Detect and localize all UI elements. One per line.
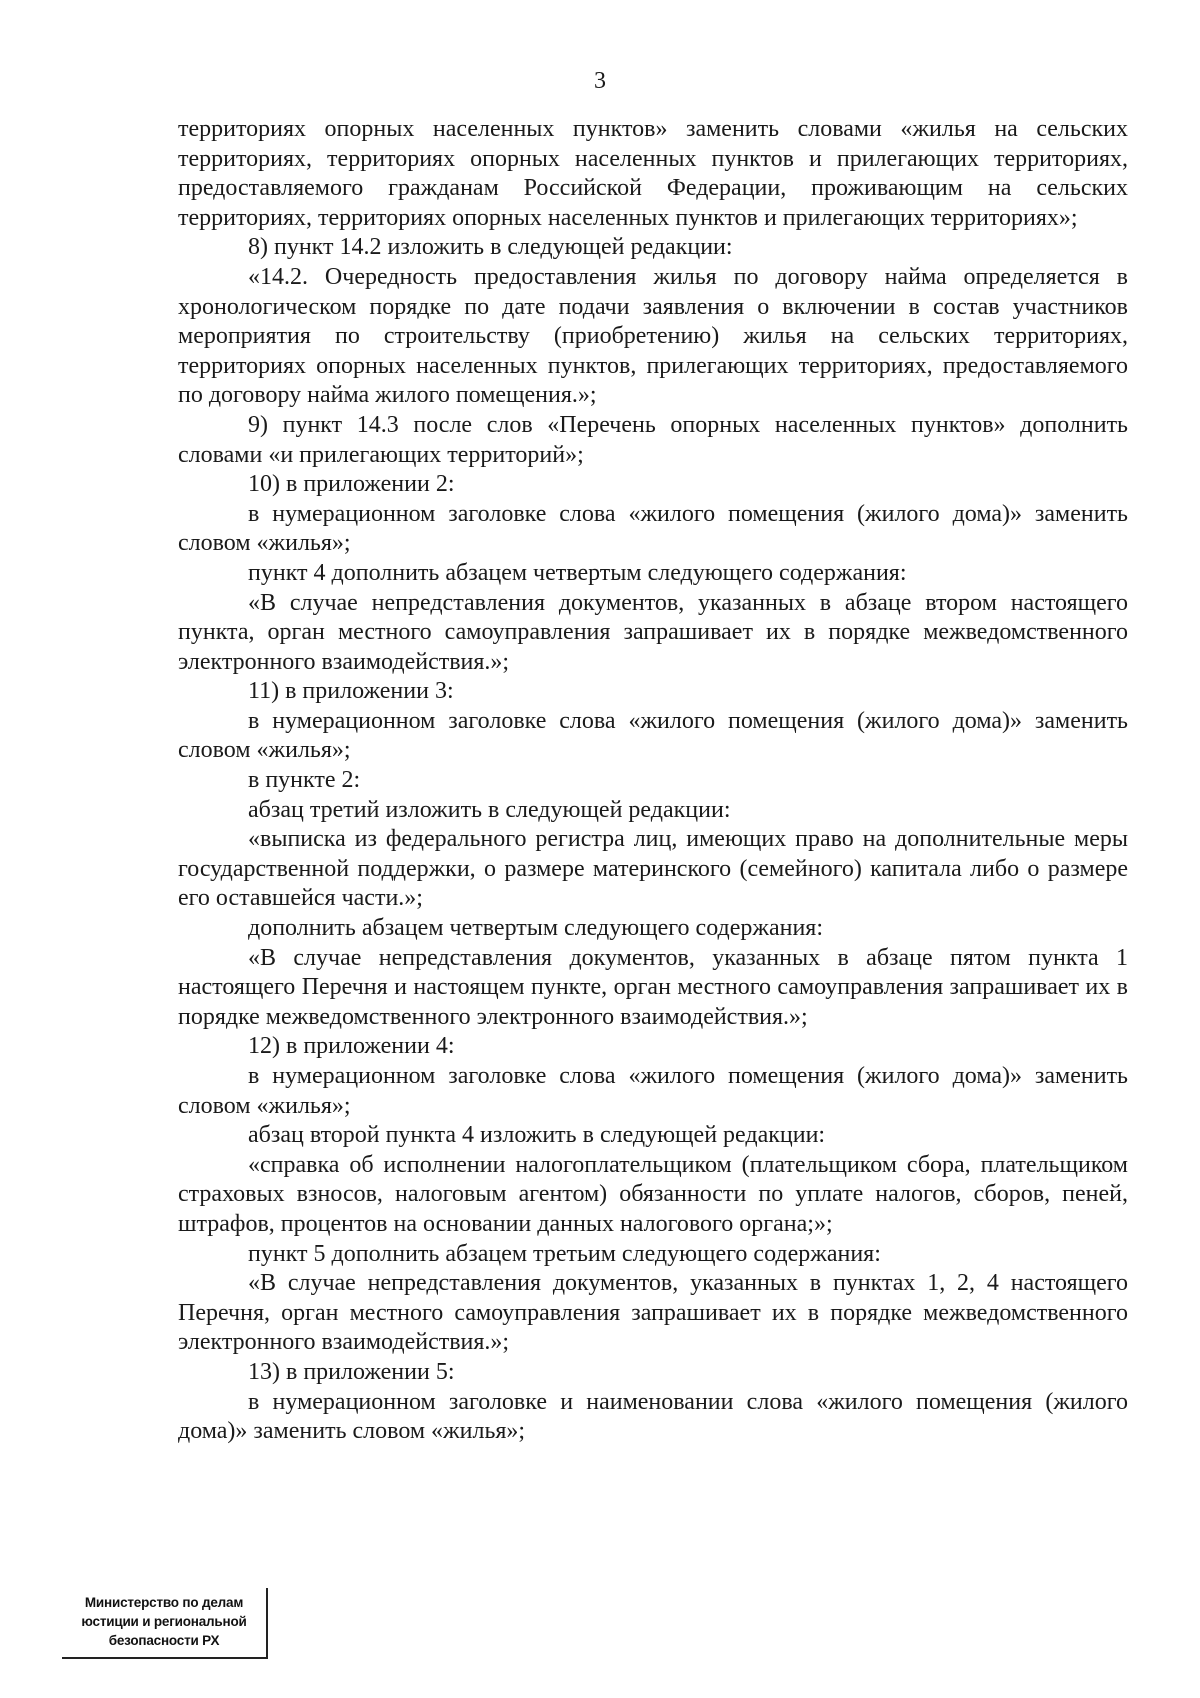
paragraph: в пункте 2: bbox=[248, 767, 361, 794]
ministry-stamp bbox=[62, 1588, 268, 1659]
list-item: 8) пункт 14.2 изложить в следующей редакции: bbox=[248, 234, 733, 261]
list-item: 10) в приложении 2: bbox=[248, 471, 455, 498]
paragraph: «справка об исполнении налогоплательщиком (плательщиком сбора, плательщиком страховых взносов, налоговым агентом) обязанности по уплате налогов, сборов, пеней, штрафов, процентов на основании данных налогового органа;»; bbox=[178, 1151, 1128, 1237]
paragraph: пункт 4 дополнить абзацем четвертым следующего содержания: bbox=[248, 559, 907, 586]
paragraph: абзац второй пункта 4 изложить в следующей редакции: bbox=[248, 1122, 826, 1149]
stamp-line: Министерство по делам bbox=[84, 1595, 244, 1610]
paragraph: в нумерационном заголовке и наименовании слова «жилого помещения (жилого дома)» заменить словом «жилья»; bbox=[178, 1388, 1128, 1445]
list-item: 9) пункт 14.3 после слов «Перечень опорных населенных пунктов» дополнить словами «и прилегающих территорий»; bbox=[178, 411, 1128, 468]
list-item: 12) в приложении 4: bbox=[248, 1033, 455, 1060]
list-item: 11) в приложении 3: bbox=[248, 678, 454, 705]
paragraph: «В случае непредставления документов, указанных в пунктах 1, 2, 4 настоящего Перечня, орган местного самоуправления запрашивает их в порядке межведомственного электронного взаимодействия.»; bbox=[178, 1270, 1128, 1356]
paragraph: в нумерационном заголовке слова «жилого помещения (жилого дома)» заменить словом «жилья»; bbox=[178, 707, 1128, 764]
stamp-line: безопасности РХ bbox=[108, 1633, 220, 1648]
paragraph: дополнить абзацем четвертым следующего содержания: bbox=[248, 915, 823, 942]
paragraph: «В случае непредставления документов, указанных в абзаце пятом пункта 1 настоящего Перечня и настоящем пункте, орган местного самоуправления запрашивает их в порядке межведомственного электронного взаимодействия.»; bbox=[178, 944, 1128, 1030]
page-number: 3 bbox=[594, 68, 606, 94]
paragraph: территориях опорных населенных пунктов» заменить словами «жилья на сельских территориях, территориях опорных населенных пунктов и прилегающих территориях, предоставляемого гражданам Российской Федерации, проживающим на сельских территориях, территориях опорных населенных пунктов и прилегающих территориях»; bbox=[178, 116, 1128, 231]
list-item: 13) в приложении 5: bbox=[248, 1358, 455, 1385]
paragraph: в нумерационном заголовке слова «жилого помещения (жилого дома)» заменить словом «жилья»; bbox=[178, 500, 1128, 557]
paragraph: «выписка из федерального регистра лиц, имеющих право на дополнительные меры государственной поддержки, о размере материнского (семейного) капитала либо о размере его оставшейся части.»; bbox=[178, 826, 1128, 912]
paragraph: «14.2. Очередность предоставления жилья по договору найма определяется в хронологическом порядке по дате подачи заявления о включении в состав участников мероприятия по строительству (приобретению) жилья на сельских территориях, территориях опорных населенных пунктов, прилегающих территориях, предоставляемого по договору найма жилого помещения.»; bbox=[178, 263, 1128, 409]
paragraph: «В случае непредставления документов, указанных в абзаце втором настоящего пункта, орган местного самоуправления запрашивает их в порядке межведомственного электронного взаимодействия.»; bbox=[178, 589, 1128, 675]
paragraph: пункт 5 дополнить абзацем третьим следующего содержания: bbox=[248, 1240, 881, 1267]
stamp-line: юстиции и региональной bbox=[81, 1614, 247, 1629]
paragraph: в нумерационном заголовке слова «жилого помещения (жилого дома)» заменить словом «жилья»; bbox=[178, 1063, 1128, 1119]
paragraph: абзац третий изложить в следующей редакции: bbox=[248, 796, 731, 823]
document-body bbox=[178, 115, 1128, 1447]
